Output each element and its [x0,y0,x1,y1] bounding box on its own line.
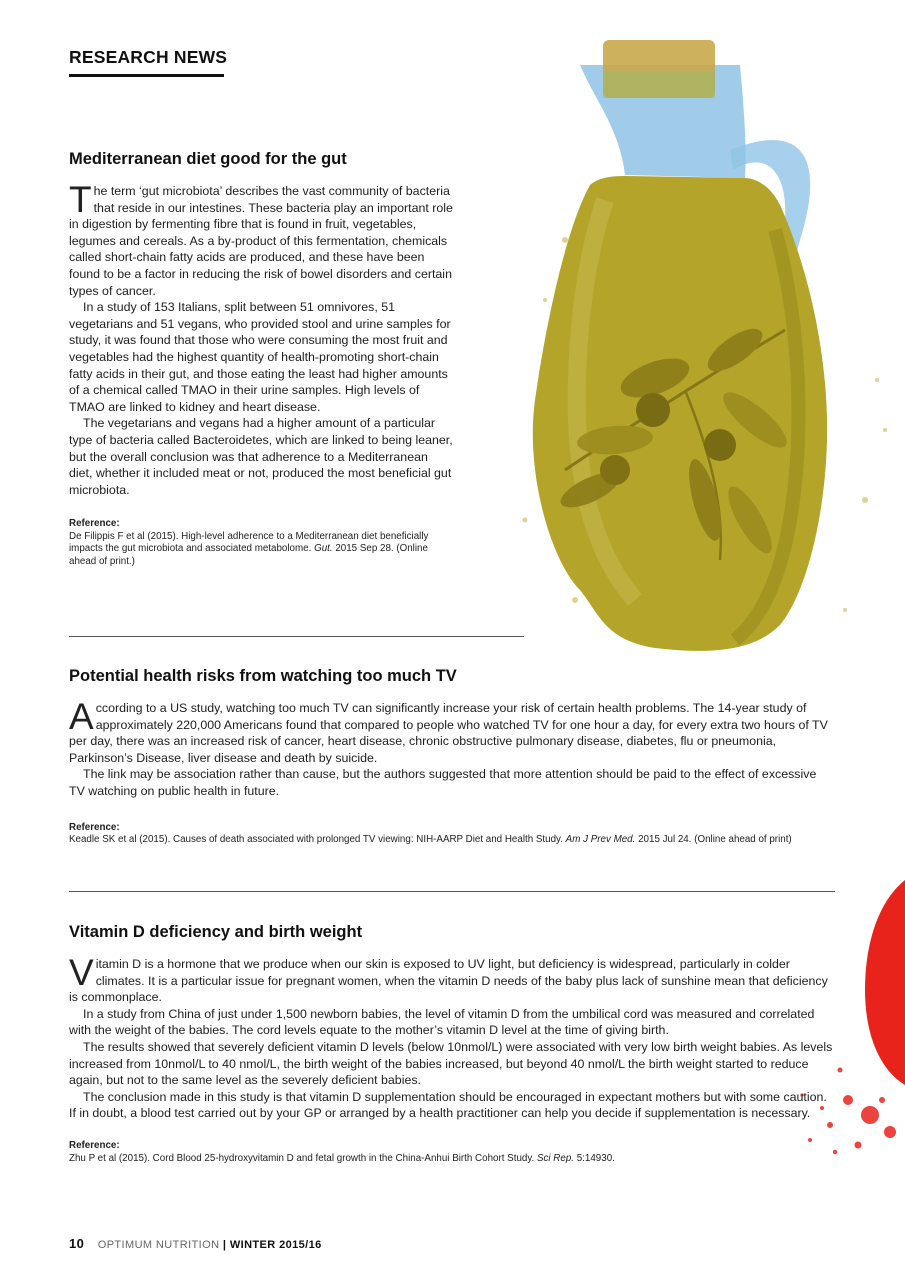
article-reference [69,1140,835,1165]
article-title: Mediterranean diet good for the gut [69,150,347,168]
reference-label: Reference: [69,1139,120,1151]
tomato-edge [865,880,905,1085]
drop-cap: V [69,952,94,993]
article-divider [69,636,524,637]
page-number: 10 [69,1236,85,1251]
reference-text: Keadle SK et al (2015). Causes of death associated with prolonged TV viewing: NIH-AARP Diet and Health Study. [69,834,563,846]
article-body [69,179,454,498]
article-body [69,952,835,1122]
reference-tail: 2015 Jul 24. (Online ahead of print) [638,834,792,846]
issue-label: WINTER 2015/16 [229,1239,322,1251]
reference-journal: Am J Prev Med. [565,834,636,846]
reference-tail: 5:14930. [576,1152,615,1164]
article-body [69,696,835,800]
article-paragraph: In a study from China of just under 1,500 newborn babies, the level of vitamin D from the umbilical cord was measured and correlated with the weight of the babies. The cord levels equate to the mother’s vitamin D level at the time of giving birth. [69,1006,815,1038]
article-vitamin-d [69,923,835,1165]
reference-label: Reference: [69,518,120,530]
reference-label: Reference: [69,821,120,833]
article-paragraph: The link may be association rather than cause, but the authors suggested that more attention should be paid to the effect of excessive TV watching on public health in future. [69,767,817,798]
reference-tail: 2015 Sep 28. (Online ahead of print.) [69,543,428,568]
magazine-name: OPTIMUM NUTRITION [97,1239,220,1251]
article-reference [69,822,835,847]
article-paragraph: In a study of 153 Italians, split between 51 omnivores, 51 vegetarians and 51 vegans, who provided stool and urine samples for study, it was found that those who were consuming the most fruit and vegetables had the highest quantity of health-promoting short-chain fatty acids in their gut, and those eating the least had higher amounts of a chemical called TMAO in their urine samples. High levels of TMAO are linked to kidney and heart disease. [69,300,451,414]
drop-cap: A [69,696,94,737]
section-tag: RESEARCH NEWS [69,47,228,67]
article-mediterranean-diet [69,150,454,569]
reference-text: De Filippis F et al (2015). High-level adherence to a Mediterranean diet beneficially impacts the gut microbiota and associated metabolome. [69,530,429,555]
article-paragraph: According to a US study, watching too much TV can significantly increase your risk of certain health problems. The 14-year study of approximately 220,000 Americans found that compared to people who watched TV for one hour a day, for every extra two hours of TV per day, there was an increased risk of cancer, heart disease, chronic obstructive pulmonary disease, diabetes, flu or pneumonia, Parkinson’s Disease, liver disease and death by suicide. [69,696,828,765]
article-reference [69,518,454,568]
article-paragraph: The conclusion made in this study is that vitamin D supplementation should be encouraged in expectant mothers but with some caution. If in doubt, a blood test carried out by your GP or arranged by a health practitioner can help you decide if supplementation is necessary. [69,1089,827,1121]
article-tv-health-risks [69,667,835,847]
footer-separator: | [222,1239,227,1251]
article-divider [69,891,835,892]
reference-text: Zhu P et al (2015). Cord Blood 25-hydroxyvitamin D and fetal growth in the China-Anhui Birth Cohort Study. [69,1152,535,1164]
article-title: Vitamin D deficiency and birth weight [69,923,363,941]
article-paragraph: The results showed that severely deficient vitamin D levels (below 10nmol/L) were associated with very low birth weight babies. As levels increased from 10nmol/L to 40 nmol/L, the birth weight of the babies increased, but beyond 40 nmol/L the birth weight started to reduce again, but not to the same level as the severely deficient babies. [69,1039,833,1088]
reference-journal: Sci Rep. [536,1152,574,1164]
section-tag-underline [69,74,224,77]
article-paragraph: The term ‘gut microbiota’ describes the vast community of bacteria that reside in our intestines. These bacteria play an important role in digestion by fermenting fibre that is found in fruit, vegetables, legumes and cereals. As a by-product of this fermentation, chemicals called short-chain fatty acids are produced, and these have been found to be a factor in reducing the risk of bowel disorders and certain types of cancer. [69,179,453,298]
article-paragraph: Vitamin D is a hormone that we produce when our skin is exposed to UV light, but deficiency is widespread, particularly in colder climates. It is a particular issue for pregnant women, when the vitamin D needs of the baby plus lack of sunshine mean that deficiency is commonplace. [69,952,828,1005]
page-footer [69,1236,322,1251]
article-paragraph: The vegetarians and vegans had a higher amount of a particular type of bacteria called Bacteroidetes, which are linked to being leaner, but the overall conclusion was that adherence to a Mediterranean diet, whether it included meat or not, produced the most beneficial gut microbiota. [69,416,453,497]
reference-journal: Gut. [314,543,333,555]
drop-cap: T [69,179,92,220]
article-title: Potential health risks from watching too much TV [69,667,457,685]
olive-oil-jug-illustration [505,0,905,660]
